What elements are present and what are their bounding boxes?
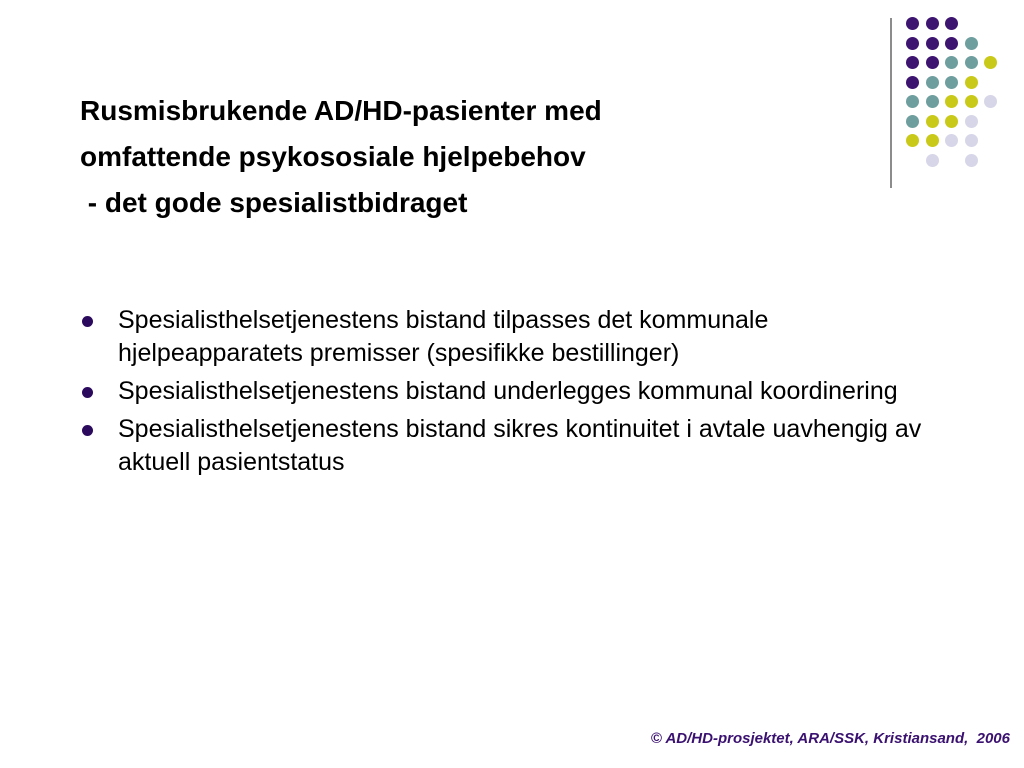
decorative-dot [906, 115, 919, 128]
decorative-dot [906, 134, 919, 147]
decorative-dot [965, 134, 978, 147]
decorative-dot [965, 56, 978, 69]
decorative-dot-grid [906, 17, 1016, 167]
bullet-text: Spesialisthelsetjenestens bistand tilpasses det kommunale hjelpeapparatets premisser (spesifikke bestillinger) [118, 306, 769, 367]
title-line-1: Rusmisbrukende AD/HD-pasienter med [80, 95, 602, 126]
decorative-dot [965, 37, 978, 50]
decorative-dot [926, 37, 939, 50]
decorative-dot [926, 134, 939, 147]
copyright-footer: © AD/HD-prosjektet, ARA/SSK, Kristiansand, 2006 [650, 730, 1010, 747]
decorative-dot [906, 76, 919, 89]
decorative-dot [945, 56, 958, 69]
bullet-dot-icon [82, 425, 93, 436]
decorative-dot [945, 37, 958, 50]
decorative-divider-line [890, 18, 892, 188]
bullet-dot-icon [82, 387, 93, 398]
decorative-dot [945, 76, 958, 89]
decorative-dot [965, 95, 978, 108]
decorative-dot [965, 76, 978, 89]
decorative-dot [926, 17, 939, 30]
decorative-dot [926, 115, 939, 128]
bullet-text: Spesialisthelsetjenestens bistand sikres kontinuitet i avtale uavhengig av aktuell pasientstatus [118, 415, 922, 476]
decorative-dot [945, 134, 958, 147]
decorative-dot [965, 154, 978, 167]
title-line-3: - det gode spesialistbidraget [80, 187, 468, 218]
decorative-dot [926, 56, 939, 69]
decorative-dot [965, 115, 978, 128]
bullet-item [82, 413, 932, 479]
decorative-dot [906, 95, 919, 108]
bullet-text: Spesialisthelsetjenestens bistand underlegges kommunal koordinering [118, 377, 898, 405]
decorative-dot [906, 17, 919, 30]
bullet-item [82, 375, 932, 408]
decorative-dot [926, 76, 939, 89]
decorative-dot [926, 95, 939, 108]
decorative-dot [945, 115, 958, 128]
slide-title [80, 88, 840, 226]
decorative-dot [945, 17, 958, 30]
decorative-dot [945, 95, 958, 108]
bullet-item [82, 304, 932, 370]
bullet-list [82, 304, 932, 484]
decorative-dot [906, 37, 919, 50]
decorative-dot [984, 95, 997, 108]
decorative-dot [984, 56, 997, 69]
bullet-dot-icon [82, 316, 93, 327]
decorative-dot [926, 154, 939, 167]
title-line-2: omfattende psykososiale hjelpebehov [80, 141, 586, 172]
decorative-dot [906, 56, 919, 69]
